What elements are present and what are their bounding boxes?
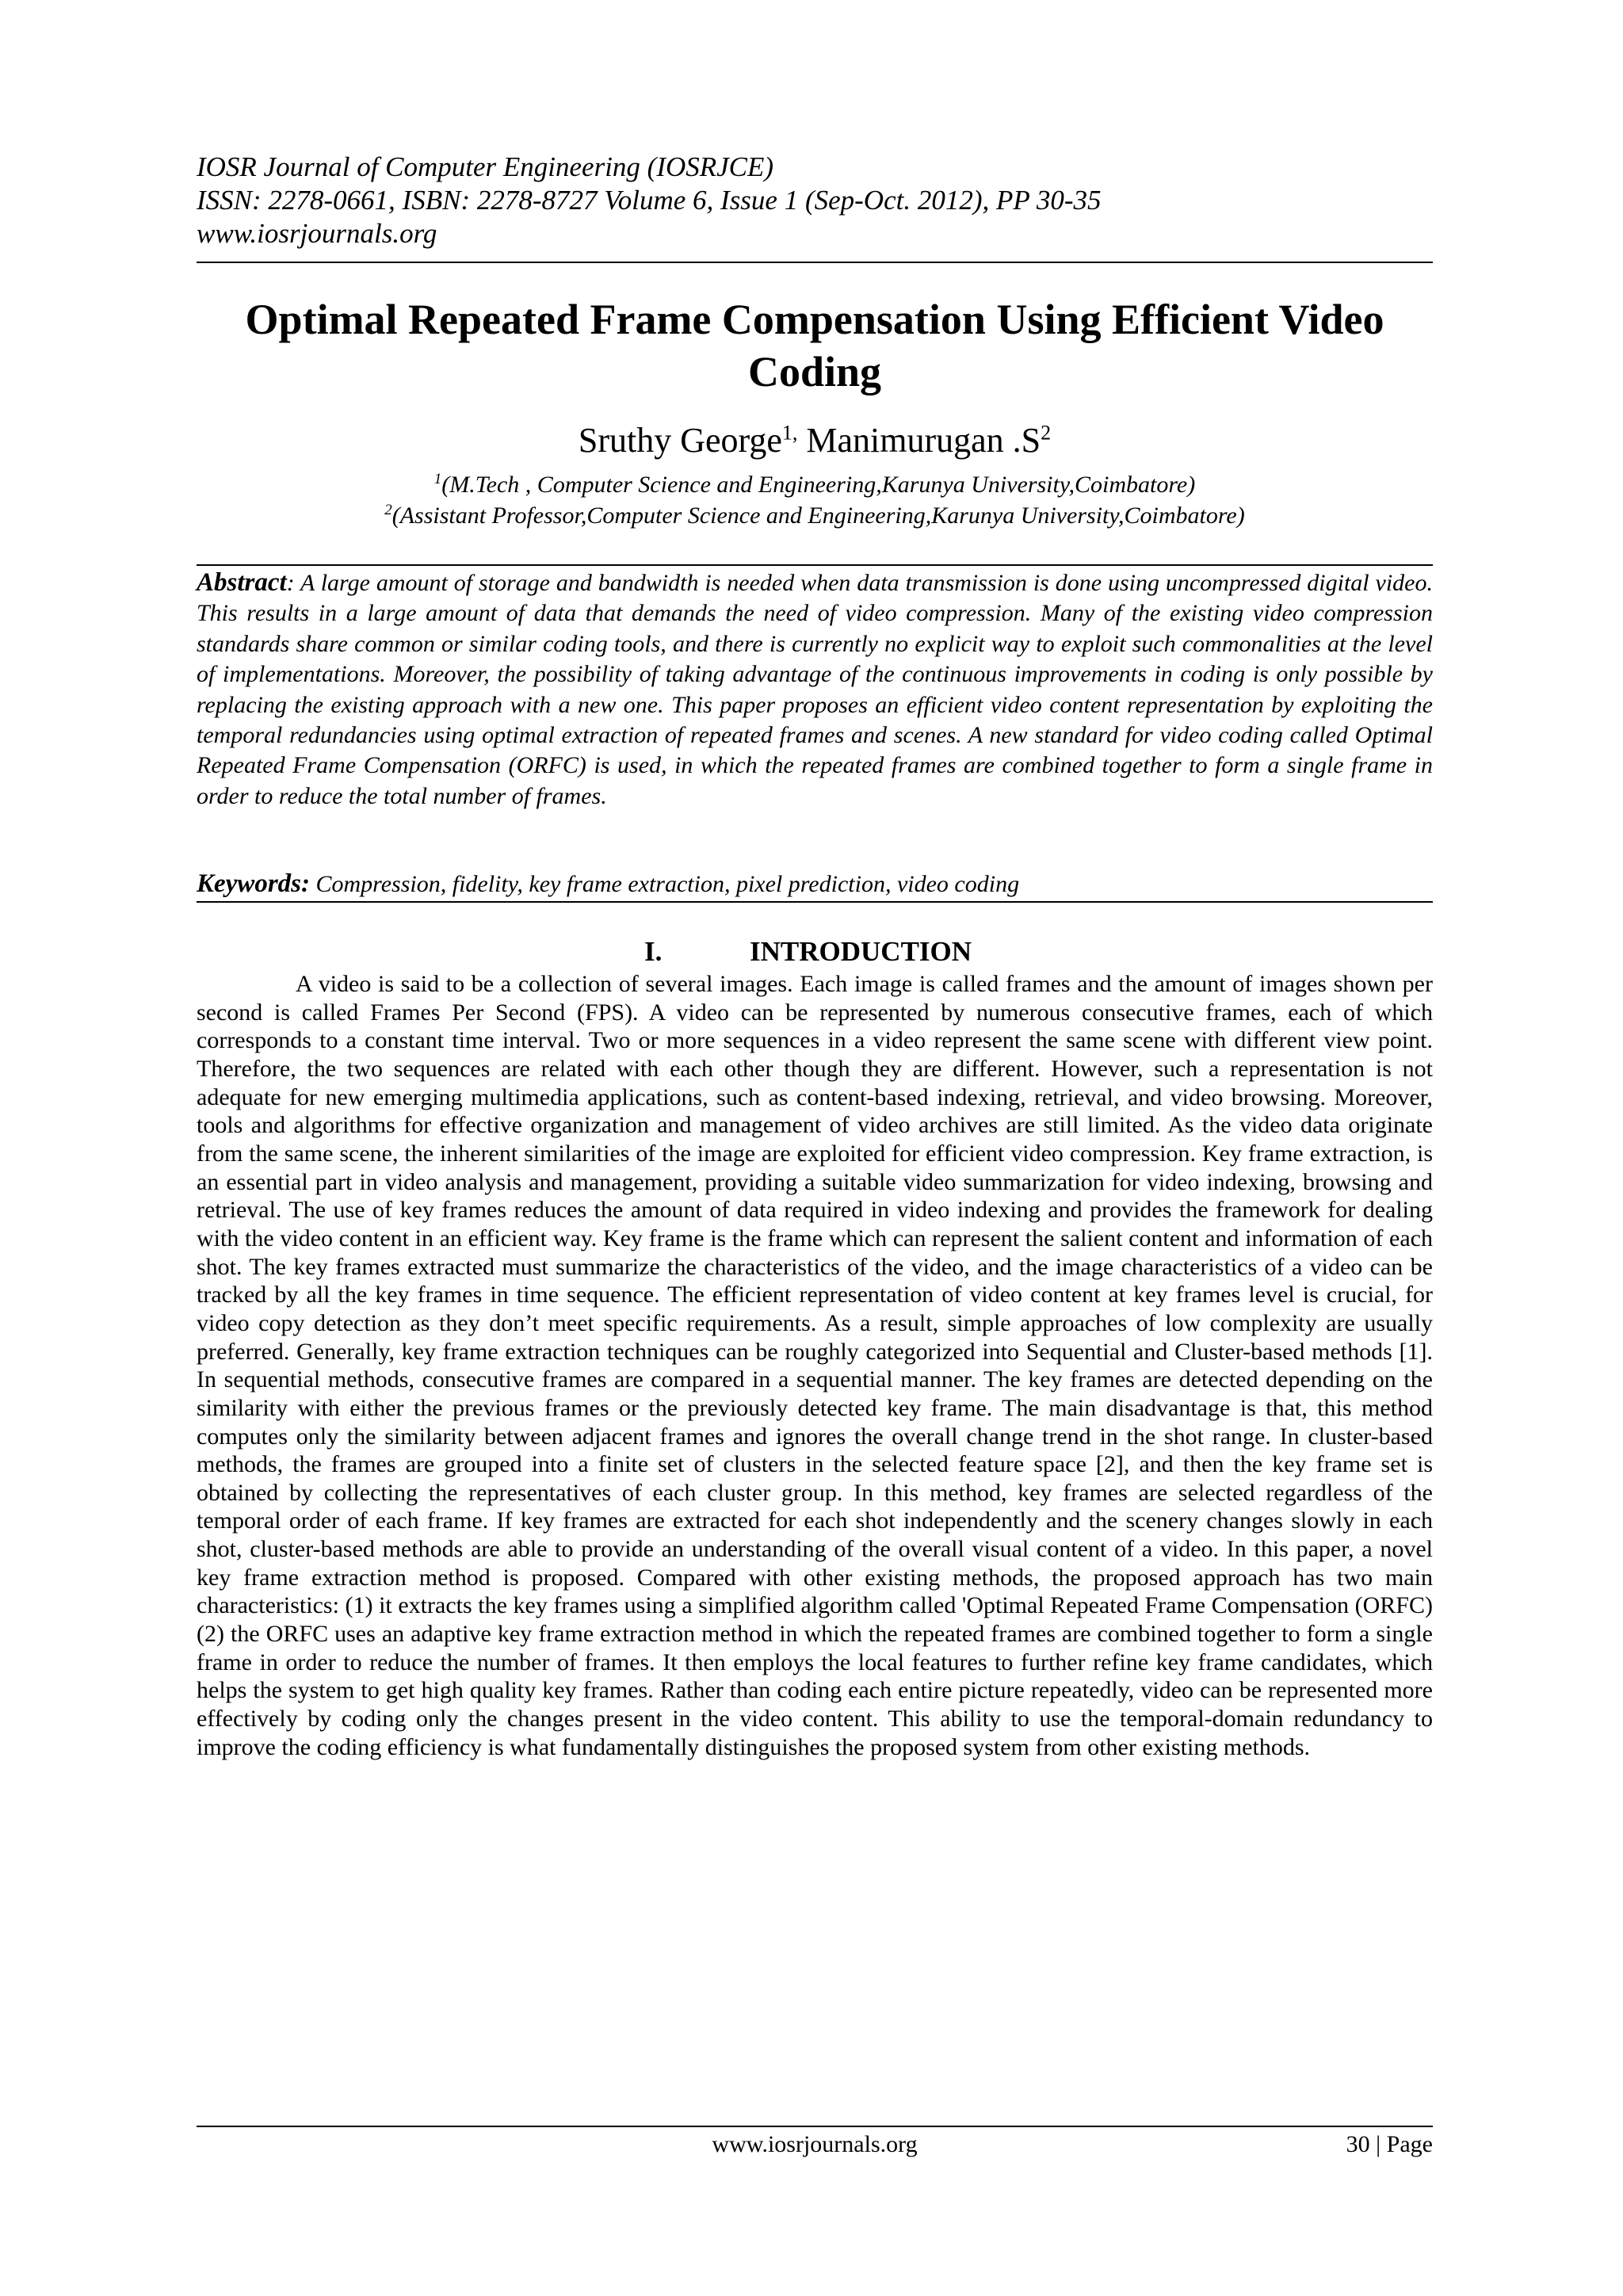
abstract-top-divider	[197, 564, 1433, 566]
issn-line: ISSN: 2278-0661, ISBN: 2278-8727 Volume 6, Issue 1 (Sep-Oct. 2012), PP 30-35	[197, 185, 1102, 216]
journal-website: www.iosrjournals.org	[197, 218, 437, 249]
affiliation-1-sup: 1	[433, 471, 442, 487]
affiliations	[197, 469, 1433, 531]
author-1: Sruthy George	[578, 421, 782, 460]
paper-title: Optimal Repeated Frame Compensation Using Efficient Video Coding	[245, 296, 1384, 395]
affiliation-2-text: (Assistant Professor,Computer Science and Engineering,Karunya University,Coimbatore)	[391, 502, 1245, 529]
keywords-text: Compression, fidelity, key frame extraction, pixel prediction, video coding	[310, 871, 1020, 897]
author-2: Manimurugan .S	[797, 421, 1041, 460]
footer-website: www.iosrjournals.org	[712, 2131, 918, 2157]
introduction-paragraph: A video is said to be a collection of several images. Each image is called frames and the amount of images shown per second is called Frames Per Second (FPS). A video can be represented by numerous consecutive frames, each of which corresponds to a constant time interval. Two or more sequences in a video represent the same scene with different view point. Therefore, the two sequences are related with each other though they are different. However, such a representation is not adequate for new emerging multimedia applications, such as content-based indexing, retrieval, and video browsing. Moreover, tools and algorithms for effective organization and management of video archives are still limited. As the video data originate from the same scene, the inherent similarities of the image are exploited for efficient video compression. Key frame extraction, is an essential part in video analysis and management, providing a suitable video summarization for video indexing, browsing and retrieval. The use of key frames reduces the amount of data required in video indexing and provides the framework for dealing with the video content in an efficient way. Key frame is the frame which can represent the salient content and information of each shot. The key frames extracted must summarize the characteristics of the video, and the image characteristics of a video can be tracked by all the key frames in time sequence. The efficient representation of video content at key frames level is crucial, for video copy detection as they don’t meet specific requirements. As a result, simple approaches of low complexity are usually preferred. Generally, key frame extraction techniques can be roughly categorized into Sequential and Cluster-based methods [1]. In sequential methods, consecutive frames are compared in a sequential manner. The key frames are detected depending on the similarity with either the previous frames or the previously detected key frame. The main disadvantage is that, this method computes only the similarity between adjacent frames and ignores the overall change trend in the shot range. In cluster-based methods, the frames are grouped into a finite set of clusters in the selected feature space [2], and then the key frame set is obtained by collecting the representatives of each cluster group. In this method, key frames are selected regardless of the temporal order of each frame. If key frames are extracted for each shot independently and the scenery changes slowly in each shot, cluster-based methods are able to provide an understanding of the overall visual content of a video. In this paper, a novel key frame extraction method is proposed. Compared with other existing methods, the proposed approach has two main characteristics: (1) it extracts the key frames using a simplified algorithm called 'Optimal Repeated Frame Compensation (ORFC) (2) the ORFC uses an adaptive key frame extraction method in which the repeated frames are combined together to form a single frame in order to reduce the number of frames. It then employs the local features to further refine key frame candidates, which helps the system to get high quality key frames. Rather than coding each entire picture repeatedly, video can be represented more effectively by coding only the changes present in the video content. This ability to use the temporal-domain redundancy to improve the coding efficiency is what fundamentally distinguishes the proposed system from other existing methods.	[197, 971, 1433, 1760]
keywords-divider	[197, 901, 1433, 903]
author-1-sup: 1,	[781, 421, 798, 445]
footer-page-number: 30 | Page	[1346, 2131, 1433, 2157]
journal-name: IOSR Journal of Computer Engineering (IOSRJCE)	[197, 151, 774, 182]
affiliation-1-text: (M.Tech , Computer Science and Engineering,Karunya University,Coimbatore)	[441, 472, 1196, 498]
affiliation-1	[197, 469, 1433, 500]
footer-divider	[197, 2126, 1433, 2127]
affiliation-2	[197, 500, 1433, 531]
abstract	[197, 567, 1433, 812]
paper-page	[197, 0, 1433, 2296]
affiliation-2-sup: 2	[384, 502, 392, 518]
abstract-text: : A large amount of storage and bandwidth is needed when data transmission is done using uncompressed digital video. This results in a large amount of data that demands the need of video compression. Many of the existing video compression standards share common or similar coding tools, and there is currently no explicit way to exploit such commonalities at the level of implementations. Moreover, the possibility of taking advantage of the continuous improvements in coding is only possible by replacing the existing approach with a new one. This paper proposes an efficient video content representation by exploiting the temporal redundancies using optimal extraction of repeated frames and scenes. A new standard for video coding called Optimal Repeated Frame Compensation (ORFC) is used, in which the repeated frames are combined together to form a single frame in order to reduce the total number of frames.	[197, 570, 1433, 809]
author-2-sup: 2	[1041, 421, 1052, 445]
journal-header	[197, 151, 1433, 250]
section-number: I.	[644, 936, 663, 967]
section-title: INTRODUCTION	[750, 936, 972, 967]
keywords	[197, 868, 1433, 900]
header-divider	[197, 262, 1433, 263]
keywords-label: Keywords:	[197, 869, 310, 898]
abstract-label: Abstract	[197, 568, 287, 597]
authors	[197, 420, 1433, 461]
